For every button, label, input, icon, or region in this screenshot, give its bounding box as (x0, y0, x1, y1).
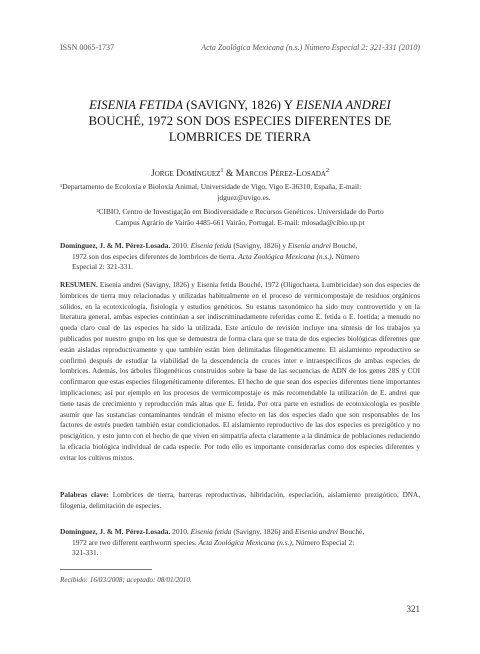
author-2-sup: 2 (326, 167, 329, 174)
affiliation-1-line-1: ¹Departamento de Ecoloxía e Bioloxía Animal, Universidade de Vigo, Vigo E-36310, España, E-mail: (60, 182, 362, 191)
affiliation-2 (60, 207, 420, 228)
abstract (60, 280, 420, 464)
title-line-2: BOUCHÉ, 1972 SON DOS ESPECIES DIFERENTES DE (88, 114, 392, 128)
author-1: Jorge Domínguez (151, 168, 221, 179)
reference-en-mid-2: Bouché, (337, 527, 365, 536)
reference-en-line-2b: , Número Especial 2: (291, 537, 355, 547)
affiliation-1-email: jdguez@uvigo.es. (217, 192, 271, 202)
author-connector: & (223, 168, 236, 179)
affiliation-2-line-2: Campus Agrário de Vairão 4485-661 Vairão, Portugal. E-mail: mlosada@cibio.up.pt (115, 217, 365, 227)
reference-en-line-2: 1972 are two different earthworm species. (72, 537, 199, 547)
authors (60, 168, 420, 179)
title-line-3: LOMBRICES DE TIERRA (168, 130, 312, 144)
reference-es-journal: Acta Zoológica Mexicana (n.s.) (238, 251, 332, 261)
reference-es-species-1: Eisenia fetida (190, 241, 232, 250)
author-1-sup: 1 (220, 167, 224, 174)
reference-es-line-2b: , Número (331, 251, 360, 261)
keywords-label: Palabras clave: (60, 491, 109, 499)
reference-es-year: 2010. (170, 241, 191, 250)
reference-es-line-3: Especial 2: 321-331. (72, 262, 133, 272)
reference-en-species-2: Eisenia andrei (294, 527, 338, 536)
reference-english (60, 527, 420, 559)
reference-es-line-2: 1972 son dos especies diferentes de lombrices de tierra. (72, 251, 239, 261)
page-number: 321 (406, 604, 420, 614)
reference-en-species-1: Eisenia fetida (190, 527, 232, 536)
reference-es-authors: Domínguez, J. & M. Pérez-Losada. (60, 241, 171, 250)
affiliation-1 (60, 182, 420, 203)
reference-en-authors: Domínguez, J. & M. Pérez-Losada. (60, 527, 171, 536)
paper-title (60, 97, 420, 145)
title-connector: (SAVIGNY, 1826) Y (183, 98, 296, 112)
issn: ISSN 0065-1737 (60, 43, 115, 52)
keywords (60, 490, 420, 512)
reference-en-line-3: 321-331. (72, 548, 99, 558)
title-species-2: EISENIA ANDREI (295, 98, 391, 112)
received-accepted-dates: Recibido: 16/03/2008; aceptado: 08/01/2010. (60, 576, 192, 584)
reference-es-mid-1: (Savigny, 1826) y (231, 241, 288, 250)
abstract-text: Eisenia andrei (Savigny, 1826) y Eisenia fetida Bouché, 1972 (Oligochaeta, Lumbricidae) son dos especies de lombrices de tierra muy relacionadas y utilizadas habitualmente en el proceso de vermicompostaje de residuos orgánicos sólidos, en la ecotoxicología, fisiología y estudios genéticos. Su estatus taxonómico ha sido muy controvertido y en la literatura general, ambas especies continúan a ser indiscriminadamente referidas como E. fetida o E. foetida; a menudo no queda claro cual de las especies ha sido la utilizada. Este artículo de revisión incluye una síntesis de los trabajos ya publicados por nuestro grupo en los que se demuestra de forma clara que se trata de dos especies biológicas diferentes que están aisladas reproductivamente y que también están bien delimitadas filogenéticamente. El aislamiento reproductivo se confirmó después de estudiar la viabilidad de la descendencia de cruces inter e intraespecíficos de ambas especies de lombrices. Además, los árboles filogenéticos construidos sobre la base de las secuencias de ADN de los genes 28S y COI confirmaron que estas especies filogenéticamente diferentes. El hecho de que sean dos especies diferentes tiene importantes implicaciones; así por ejemplo en los procesos de vermicompostaje es más recomendable la utilización de E. andrei que tiene tasas de crecimiento y reproducción más altas que E. fetida. Por otra parte en estudios de ecotoxicología es posible asumir que las sustancias contaminantes tendrán el mismo efecto en las dos especies dado que son responsables de los factores de estrés pueden también estar condicionados. El aislamiento reproductivo de las dos especies es prezigótico y no poscigótico, y esto junto con el hecho de que viven en simpatría afecta claramente a la dinámica de poblaciones reduciendo la eficacia biológica individual de cada especie. Por todo ello es importante considerarlas como dos especies diferentes y evitar los cultivos mixtos. (60, 281, 420, 462)
footnote-rule (60, 569, 152, 570)
reference-en-mid-1: (Savigny, 1826) and (231, 527, 295, 536)
abstract-label: RESUMEN. (60, 281, 98, 289)
reference-en-year: 2010. (170, 527, 191, 536)
reference-spanish (60, 241, 420, 273)
keywords-text: Lombrices de tierra, barreras reproductivas, hibridación, especiación, aislamiento prezigótico, DNA, filogenia, delimitación de especies. (60, 491, 420, 510)
title-species-1: EISENIA FETIDA (89, 98, 183, 112)
journal-citation: Acta Zoológica Mexicana (n.s.) Número Especial 2: 321-331 (2010) (201, 43, 420, 52)
reference-es-species-2: Eisenia andrei (287, 241, 331, 250)
affiliation-2-line-1: ²CIBIO, Centro de Investigação em Biodiversidade e Recursos Genéticos. Universidade do Porto (96, 207, 384, 216)
author-2: Marcos Pérez-Losada (235, 168, 326, 179)
reference-es-mid-2: Bouché, (330, 241, 358, 250)
reference-en-journal: Acta Zoológica Mexicana (n.s.) (198, 537, 292, 547)
